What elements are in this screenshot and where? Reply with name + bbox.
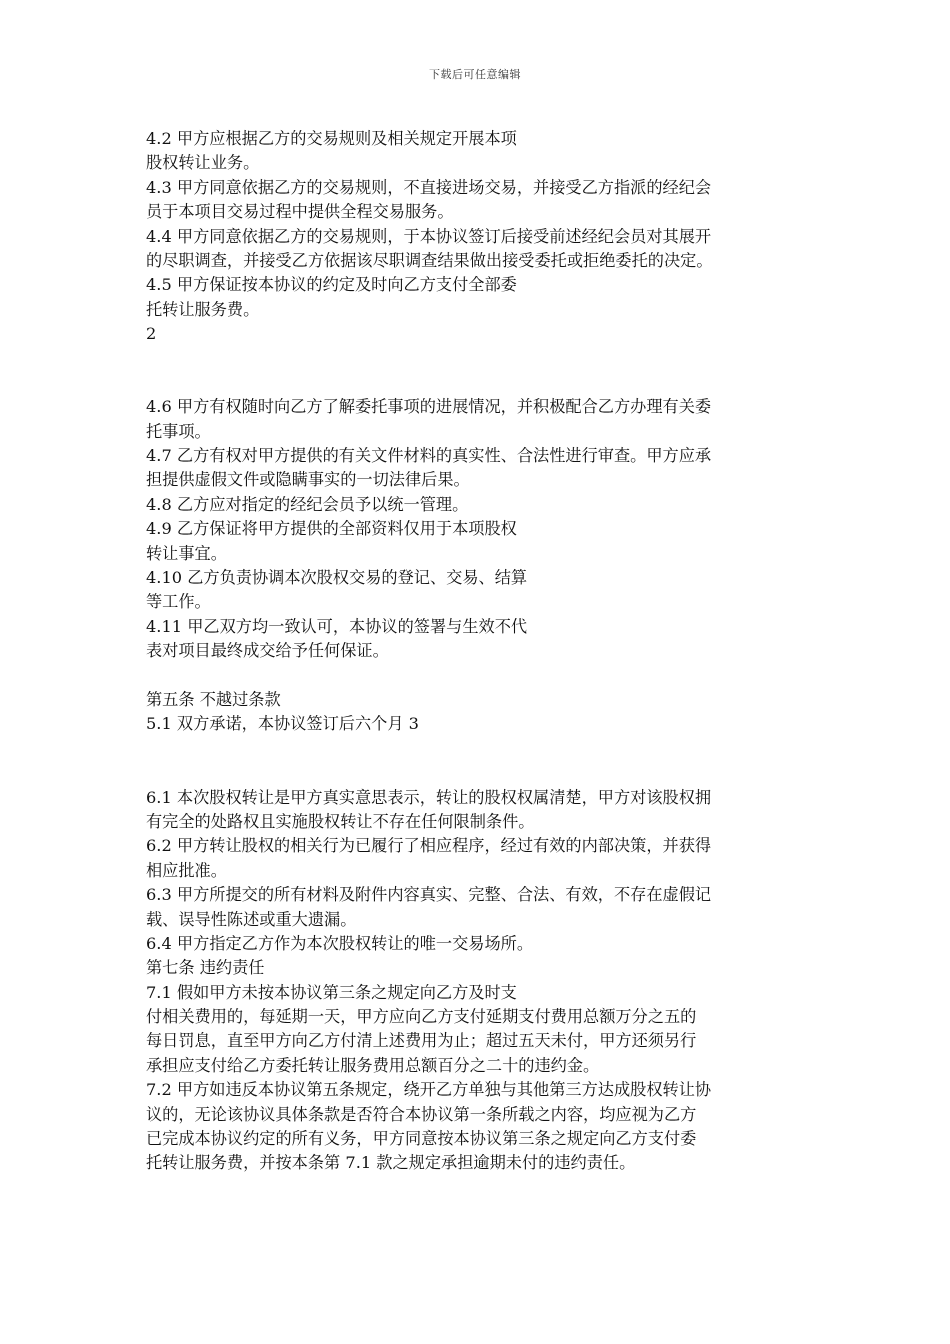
text-line: 转让事宜。 [146,543,227,563]
text-line: 载、误导性陈述或重大遗漏。 [146,909,357,929]
blank-line [146,737,816,761]
text-line: 4.10 乙方负责协调本次股权交易的登记、交易、结算 [146,568,528,588]
text-line: 4.9 乙方保证将甲方提供的全部资料仅用于本项股权 [146,519,517,539]
text-line: 6.2 甲方转让股权的相关行为已履行了相应程序，经过有效的内部决策，并获得 [146,836,712,856]
text-line: 议的，无论该协议具体条款是否符合本协议第一条所载之内容，均应视为乙方 [146,1104,697,1124]
text-line: 已完成本协议约定的所有义务，甲方同意按本协议第三条之规定向乙方支付委 [146,1129,697,1149]
text-line: 有完全的处路权且实施股权转让不存在任何限制条件。 [146,811,535,831]
text-line: 4.5 甲方保证按本协议的约定及时向乙方支付全部委 [146,275,517,295]
text-line: 承担应支付给乙方委托转让服务费用总额百分之二十的违约金。 [146,1055,600,1075]
text-line: 6.3 甲方所提交的所有材料及附件内容真实、完整、合法、有效，不存在虚假记 [146,885,712,905]
text-line: 4.4 甲方同意依据乙方的交易规则，于本协议签订后接受前述经纪会员对其展开 [146,226,712,246]
text-line: 托转让服务费，并按本条第 7.1 款之规定承担逾期未付的违约责任。 [146,1153,636,1173]
blank-line [146,371,816,395]
text-line: 2 [146,324,157,344]
document-body [146,127,816,1176]
text-line: 6.4 甲方指定乙方作为本次股权转让的唯一交易场所。 [146,933,534,953]
text-line: 5.1 双方承诺，本协议签订后六个月 3 [146,714,419,734]
text-line: 4.11 甲乙双方均一致认可，本协议的签署与生效不代 [146,616,528,636]
page-header: 下载后可任意编辑 [429,68,521,81]
text-line: 4.8 乙方应对指定的经纪会员予以统一管理。 [146,494,469,514]
text-line: 每日罚息，直至甲方向乙方付清上述费用为止；超过五天未付，甲方还须另行 [146,1031,697,1051]
text-line: 员于本项目交易过程中提供全程交易服务。 [146,202,454,222]
text-line: 托转让服务费。 [146,299,260,319]
text-line: 第七条 违约责任 [146,958,265,978]
text-line: 4.3 甲方同意依据乙方的交易规则，不直接进场交易，并接受乙方指派的经纪会 [146,177,712,197]
text-line: 的尽职调查，并接受乙方依据该尽职调查结果做出接受委托或拒绝委托的决定。 [146,250,713,270]
text-line: 4.6 甲方有权随时向乙方了解委托事项的进展情况，并积极配合乙方办理有关委 [146,397,712,417]
text-line: 7.2 甲方如违反本协议第五条规定，绕开乙方单独与其他第三方达成股权转让协 [146,1080,712,1100]
text-line: 托事项。 [146,421,211,441]
text-line: 担提供虚假文件或隐瞒事实的一切法律后果。 [146,470,470,490]
text-line: 相应批准。 [146,860,227,880]
text-line: 4.7 乙方有权对甲方提供的有关文件材料的真实性、合法性进行审查。甲方应承 [146,446,712,466]
text-line: 6.1 本次股权转让是甲方真实意思表示，转让的股权权属清楚，甲方对该股权拥 [146,787,712,807]
text-line: 第五条 不越过条款 [146,689,281,709]
blank-line [146,664,816,688]
text-line: 表对项目最终成交给予任何保证。 [146,641,389,661]
blank-line [146,347,816,371]
text-line: 付相关费用的，每延期一天，甲方应向乙方支付延期支付费用总额万分之五的 [146,1007,697,1027]
blank-line [146,761,816,785]
text-line: 4.2 甲方应根据乙方的交易规则及相关规定开展本项 [146,129,517,148]
text-line: 7.1 假如甲方未按本协议第三条之规定向乙方及时支 [146,982,517,1002]
text-line: 等工作。 [146,592,211,612]
text-line: 股权转让业务。 [146,153,260,173]
